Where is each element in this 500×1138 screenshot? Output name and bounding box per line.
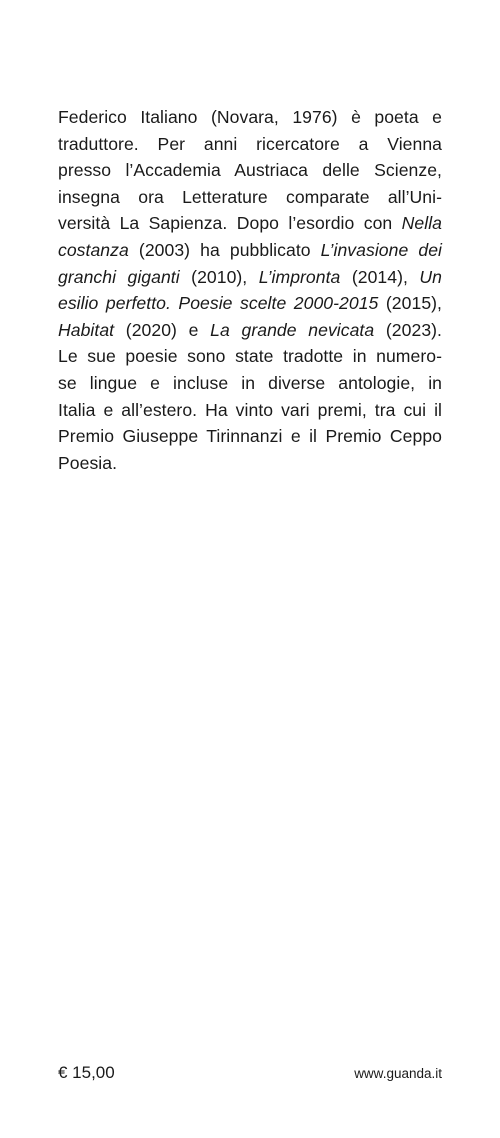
book-title-nella-costanza: Nella	[401, 213, 442, 234]
book-title-impronta: L’impronta	[258, 266, 341, 287]
bio-line: Premio Giuseppe Tirinnanzi e il Premio Ceppo	[58, 426, 442, 447]
bio-line: granchi giganti (2010), L’impronta (2014), Un	[58, 266, 442, 287]
bio-line: presso l’Accademia Austriaca delle Scienze,	[58, 160, 442, 181]
book-title-invasione: L’invasione dei	[320, 239, 442, 260]
book-title-nella-costanza-cont: costanza	[58, 239, 129, 260]
bio-line: esilio perfetto. Poesie scelte 2000-2015 (2015),	[58, 293, 442, 314]
bio-line: versità La Sapienza. Dopo l’esordio con Nella	[58, 213, 442, 234]
bio-line: Habitat (2020) e La grande nevicata (2023).	[58, 319, 442, 340]
bio-line: se lingue e incluse in diverse antologie, in	[58, 372, 442, 393]
bio-line: Poesia.	[58, 452, 118, 473]
bio-line: Le sue poesie sono state tradotte in numero-	[58, 346, 442, 367]
price-label: € 15,00	[58, 1063, 115, 1082]
publisher-website: www.guanda.it	[354, 1066, 442, 1081]
book-title-grande-nevicata: La grande nevicata	[210, 319, 375, 340]
book-title-invasione-cont: granchi giganti	[58, 266, 180, 287]
bio-line: Italia e all’estero. Ha vinto vari premi, tra cui il	[58, 399, 442, 420]
bio-line: traduttore. Per anni ricercatore a Vienna	[58, 133, 442, 154]
book-title-esilio-cont: esilio perfetto. Poesie scelte 2000-2015	[58, 293, 379, 314]
bio-line: Federico Italiano (Novara, 1976) è poeta e	[58, 107, 442, 127]
bio-line: costanza (2003) ha pubblicato L’invasione dei	[58, 239, 442, 260]
book-title-habitat: Habitat	[58, 319, 115, 340]
book-title-esilio: Un	[419, 266, 442, 287]
bio-line: insegna ora Letterature comparate all’Uni-	[58, 186, 442, 207]
author-biography	[58, 104, 442, 476]
